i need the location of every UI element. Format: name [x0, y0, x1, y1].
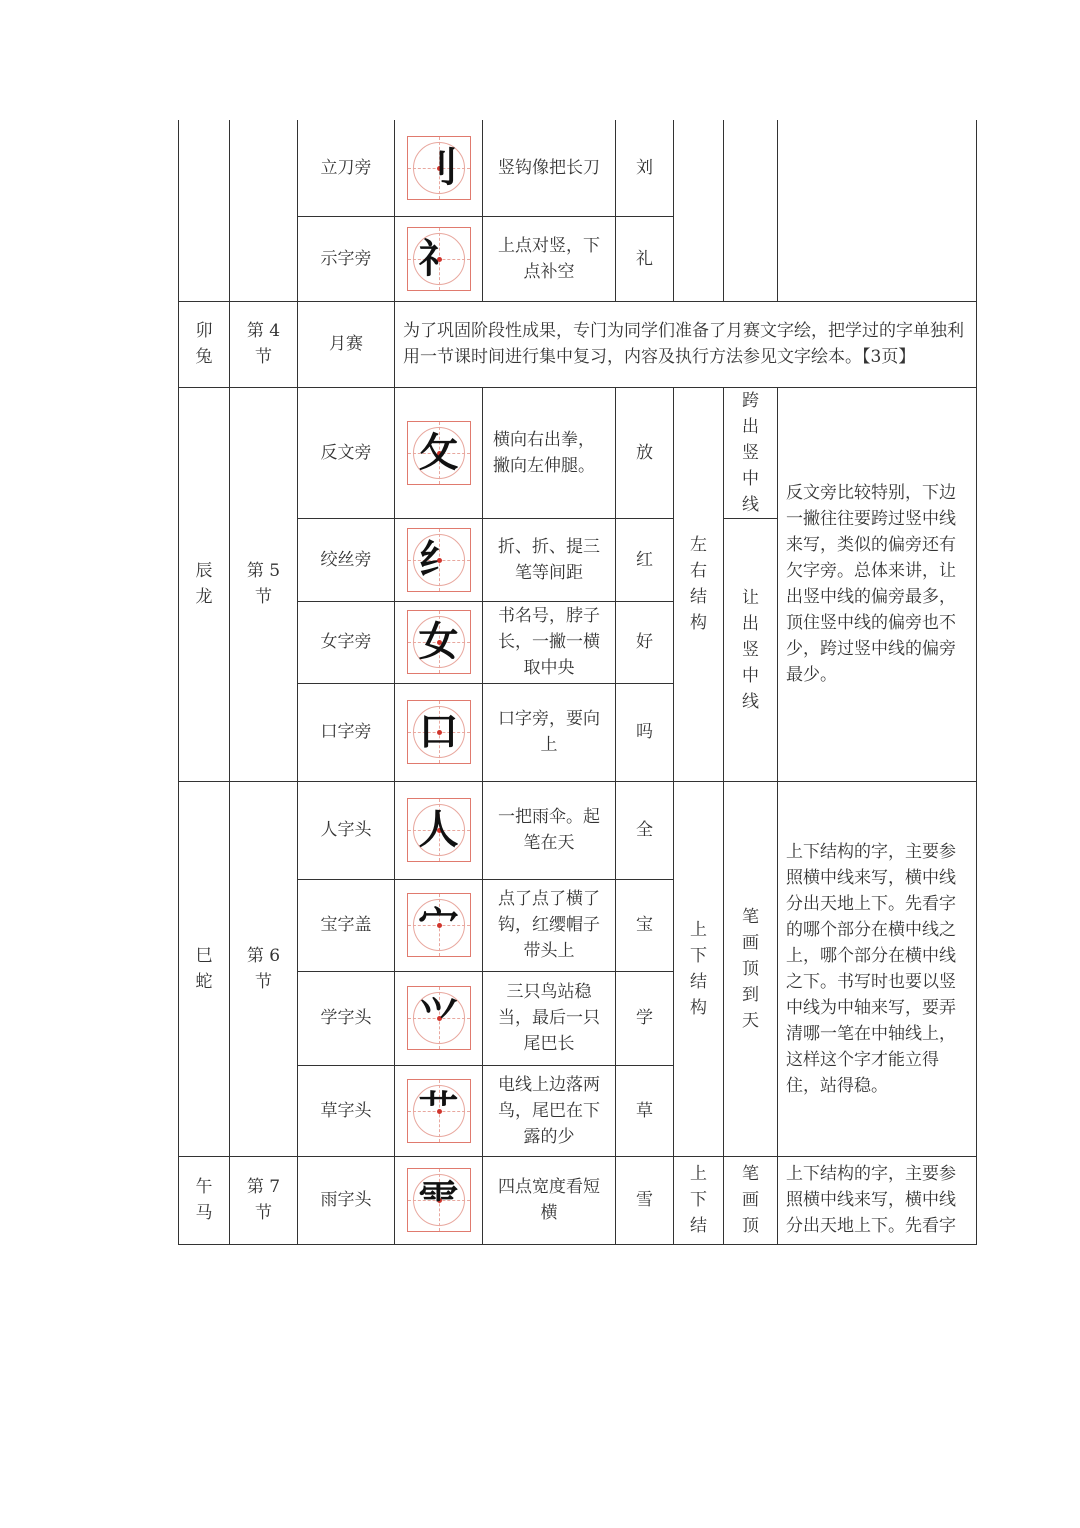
- table-row: [179, 301, 977, 387]
- radical-glyph: 人: [418, 807, 459, 853]
- radical-glyph: 礻: [418, 235, 459, 282]
- example-char: 红: [616, 518, 674, 601]
- tianzige-grid-icon: [407, 610, 471, 674]
- tianzige-grid-icon: [407, 986, 471, 1050]
- glyph-cell: [395, 518, 483, 601]
- table-row: [179, 781, 977, 879]
- monthly-contest-text: 为了巩固阶段性成果，专门为同学们准备了月赛文字绘，把学过的字单独利用一节课时间进行集中复习，内容及执行方法参见文字绘本。【3页】: [395, 301, 977, 387]
- tianzige-grid-icon: [407, 798, 471, 862]
- radical-glyph: 宀: [418, 902, 459, 948]
- radical-description: 竖钩像把长刀: [483, 120, 616, 216]
- glyph-cell: [395, 1156, 483, 1244]
- tianzige-grid-icon: [407, 700, 471, 764]
- section-cell: 第 6 节: [230, 781, 298, 1156]
- rule-cell: 笔画顶到天: [724, 781, 778, 1156]
- radical-description: 口字旁，要向上: [483, 683, 616, 781]
- glyph-cell: [395, 1065, 483, 1156]
- rule-cell-empty: [724, 120, 778, 301]
- glyph-cell: [395, 216, 483, 301]
- radical-description: 一把雨伞。起笔在天: [483, 781, 616, 879]
- note-cell-empty: [778, 120, 977, 301]
- radical-name: 绞丝旁: [298, 518, 395, 601]
- radical-glyph: 口: [418, 709, 459, 755]
- structure-cell: 上下结: [674, 1156, 724, 1244]
- radical-name: 人字头: [298, 781, 395, 879]
- radical-description: 折、折、提三笔等间距: [483, 518, 616, 601]
- tianzige-grid-icon: [407, 1079, 471, 1143]
- note-cell: 上下结构的字，主要参照横中线来写，横中线分出天地上下。先看字的哪个部分在横中线之上，哪个部分在横中线之下。书写时也要以竖中线为中轴来写，要弄清哪一笔在中轴线上，这样这个字才能立得住，站得稳。: [778, 781, 977, 1156]
- glyph-cell: [395, 781, 483, 879]
- table-row: [179, 387, 977, 518]
- radical-name: 草字头: [298, 1065, 395, 1156]
- example-char: 宝: [616, 879, 674, 971]
- table-row: [179, 1156, 977, 1244]
- example-char: 全: [616, 781, 674, 879]
- glyph-cell: [395, 879, 483, 971]
- radical-description: 三只鸟站稳当，最后一只尾巴长: [483, 971, 616, 1065]
- radical-description: 电线上边落两鸟，尾巴在下露的少: [483, 1065, 616, 1156]
- radical-description: 点了点了横了钩，红缨帽子带头上: [483, 879, 616, 971]
- note-cell: 反文旁比较特别，下边一撇往往要跨过竖中线来写，类似的偏旁还有欠字旁。总体来讲，让出竖中线的偏旁最多，顶住竖中线的偏旁也不少，跨过竖中线的偏旁最少。: [778, 387, 977, 781]
- tianzige-grid-icon: [407, 528, 471, 592]
- rule-cell: 跨出竖中线: [724, 387, 778, 518]
- example-char: 好: [616, 601, 674, 683]
- glyph-cell: [395, 971, 483, 1065]
- radical-description: 书名号，脖子长，一撇一横取中央: [483, 601, 616, 683]
- radical-name: 女字旁: [298, 601, 395, 683]
- radical-name: 立刀旁: [298, 120, 395, 216]
- animal-cell: 卯兔: [179, 301, 230, 387]
- radical-glyph: 女: [418, 619, 459, 665]
- section-cell: 第 5 节: [230, 387, 298, 781]
- tianzige-grid-icon: [407, 893, 471, 957]
- radical-description: 上点对竖，下点补空: [483, 216, 616, 301]
- rule-cell: 让出竖中线: [724, 518, 778, 781]
- structure-cell: 左右结构: [674, 387, 724, 781]
- radical-name: 反文旁: [298, 387, 395, 518]
- radical-description: 横向右出拳，撇向左伸腿。: [483, 387, 616, 518]
- radical-glyph: 攵: [418, 429, 459, 476]
- tianzige-grid-icon: [407, 227, 471, 291]
- tianzige-grid-icon: [407, 1168, 471, 1232]
- radical-name: 宝字盖: [298, 879, 395, 971]
- example-char: 学: [616, 971, 674, 1065]
- animal-cell: 午马: [179, 1156, 230, 1244]
- radical-glyph: 刂: [418, 144, 459, 191]
- radical-glyph: ⺍: [418, 995, 459, 1041]
- radical-name: 学字头: [298, 971, 395, 1065]
- radical-glyph: 艹: [418, 1087, 459, 1134]
- tianzige-grid-icon: [407, 421, 471, 485]
- section-cell-empty: [230, 120, 298, 301]
- radical-name: 月赛: [298, 301, 395, 387]
- rule-cell: 笔画顶: [724, 1156, 778, 1244]
- radical-description: 四点宽度看短横: [483, 1156, 616, 1244]
- example-char: 草: [616, 1065, 674, 1156]
- animal-cell: 巳蛇: [179, 781, 230, 1156]
- example-char: 放: [616, 387, 674, 518]
- radical-glyph: 纟: [418, 536, 459, 583]
- example-char: 雪: [616, 1156, 674, 1244]
- tianzige-grid-icon: [407, 136, 471, 200]
- radical-name: 示字旁: [298, 216, 395, 301]
- table-row: [179, 120, 977, 216]
- radical-name: 口字旁: [298, 683, 395, 781]
- glyph-cell: [395, 387, 483, 518]
- radical-glyph: ⻗: [418, 1177, 459, 1223]
- structure-cell-empty: [674, 120, 724, 301]
- section-cell: 第 7 节: [230, 1156, 298, 1244]
- glyph-cell: [395, 683, 483, 781]
- curriculum-table: [178, 120, 977, 1245]
- glyph-cell: [395, 120, 483, 216]
- glyph-cell: [395, 601, 483, 683]
- animal-cell-empty: [179, 120, 230, 301]
- radical-name: 雨字头: [298, 1156, 395, 1244]
- animal-cell: 辰龙: [179, 387, 230, 781]
- section-cell: 第 4 节: [230, 301, 298, 387]
- example-char: 吗: [616, 683, 674, 781]
- example-char: 刘: [616, 120, 674, 216]
- structure-cell: 上下结构: [674, 781, 724, 1156]
- note-cell: 上下结构的字，主要参照横中线来写，横中线分出天地上下。先看字: [778, 1156, 977, 1244]
- example-char: 礼: [616, 216, 674, 301]
